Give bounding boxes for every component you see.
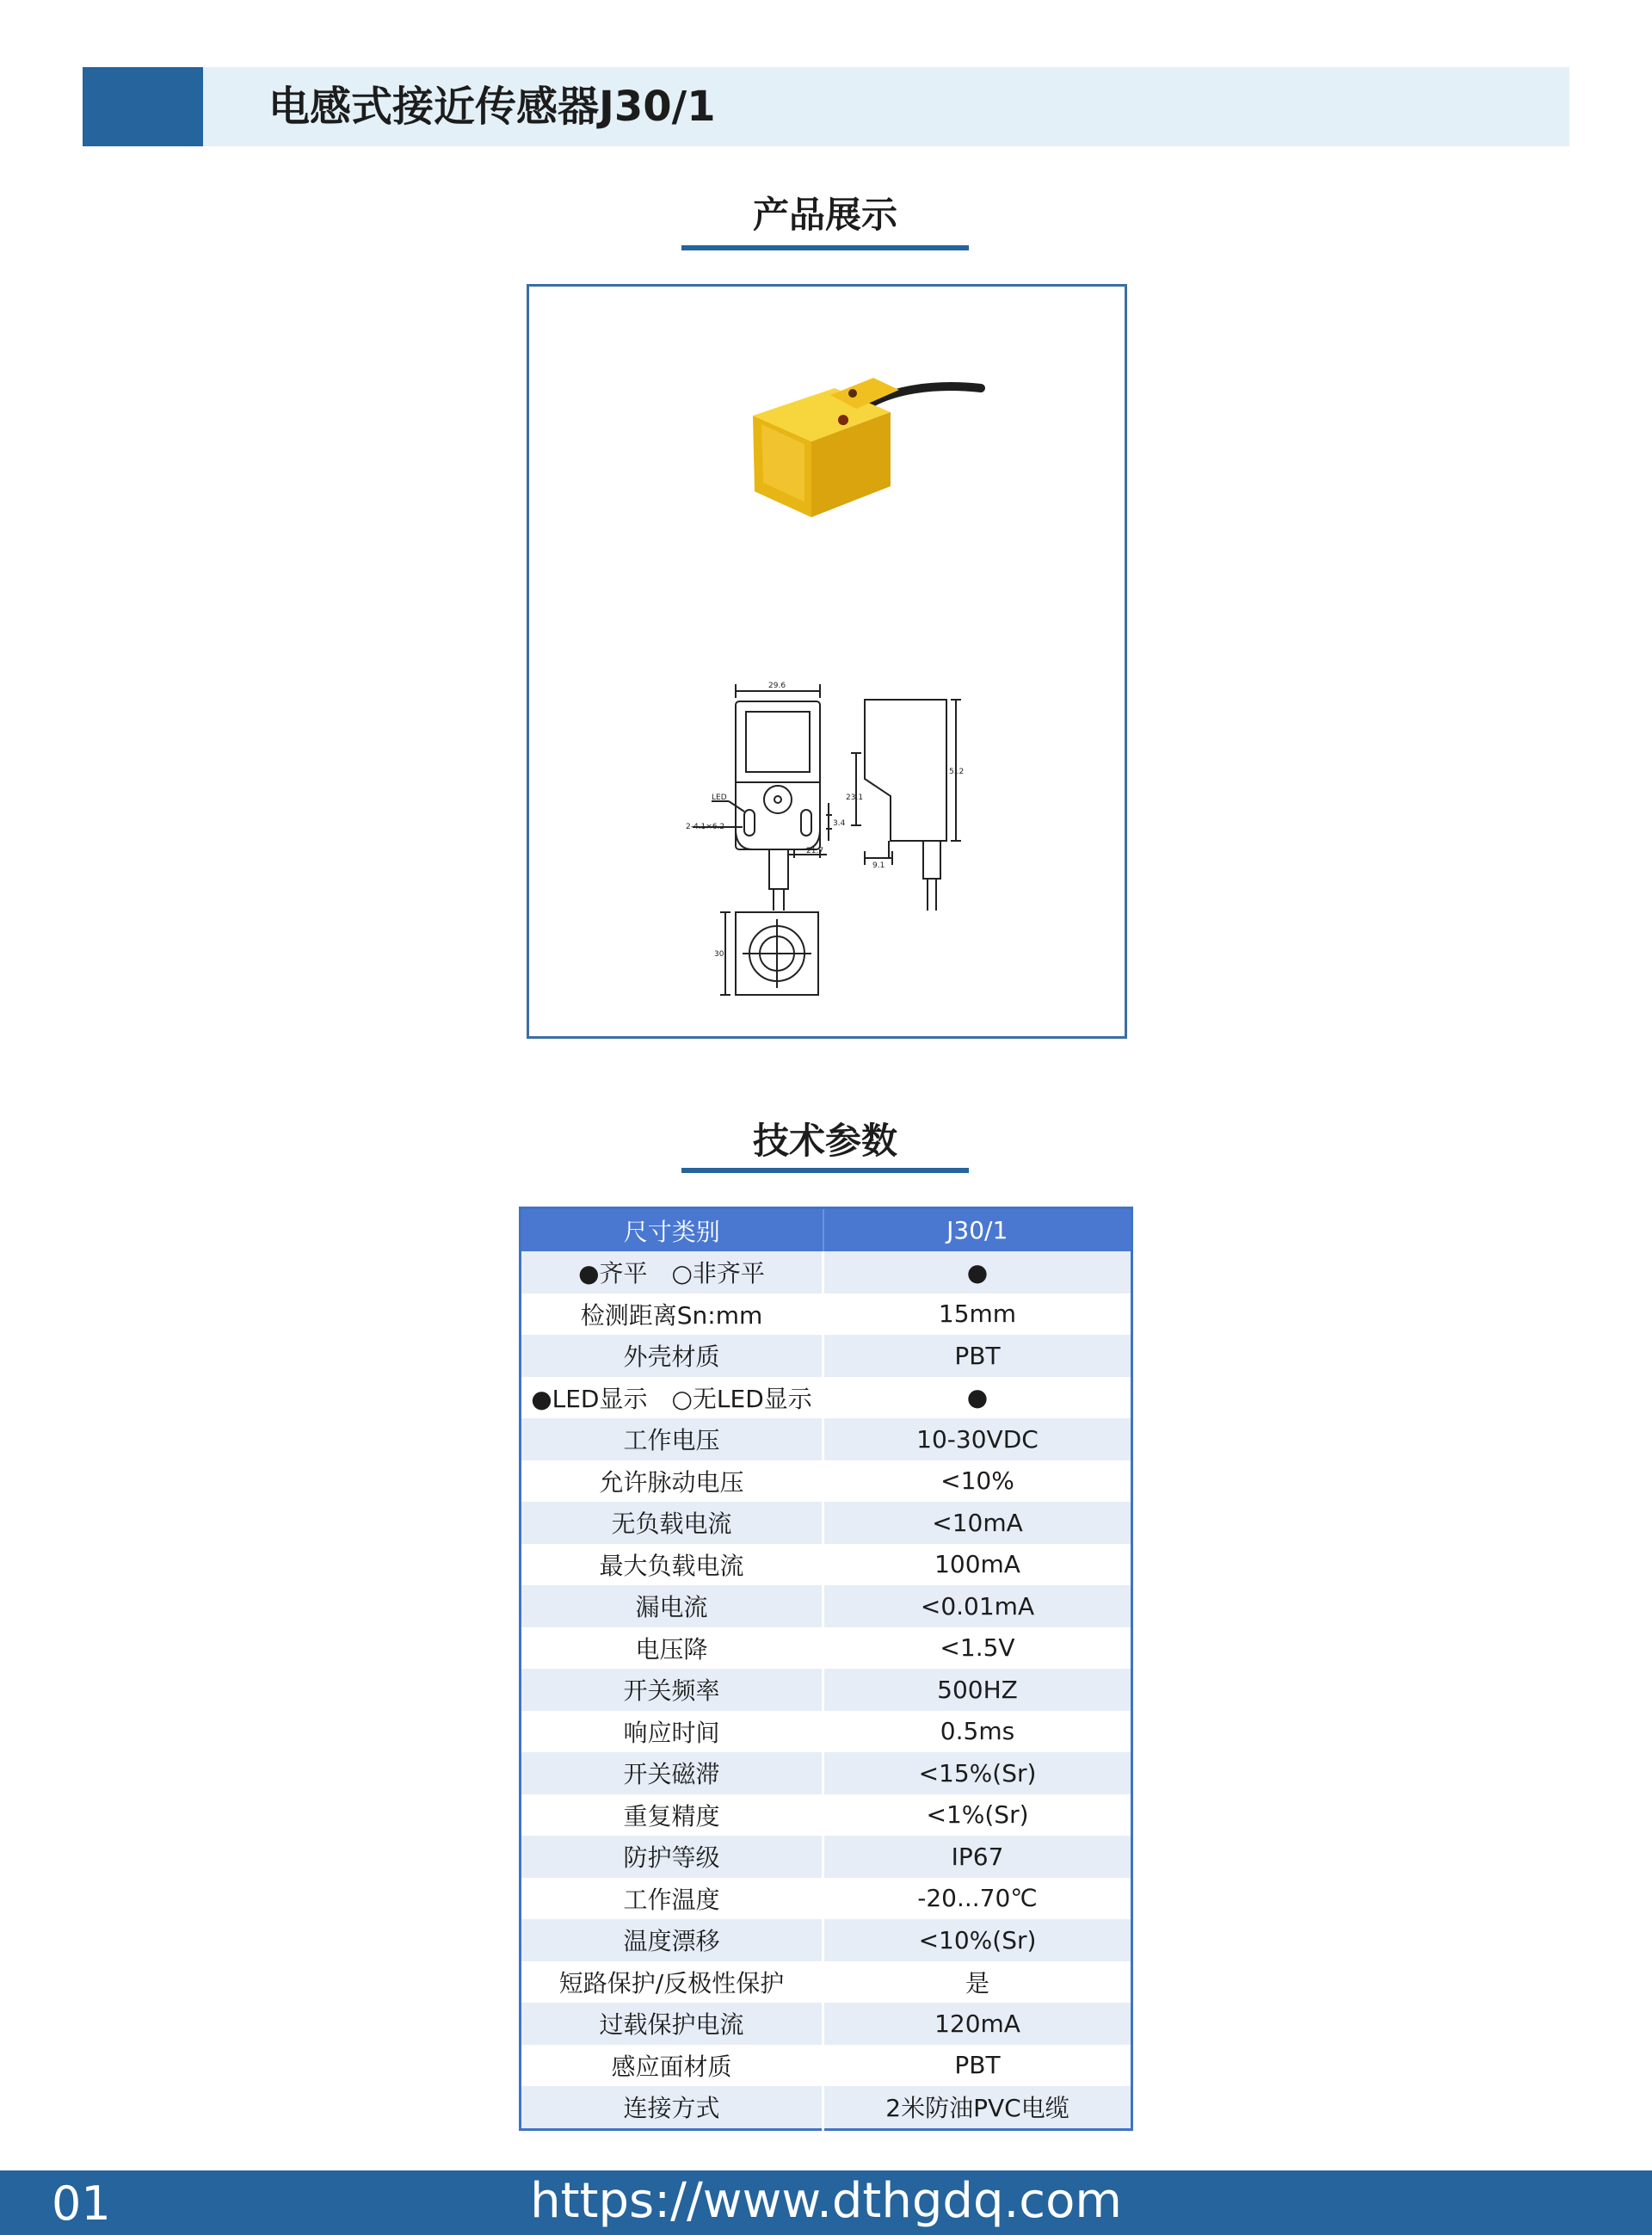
led-label: LED [712,793,727,802]
table-row [521,1961,1132,2003]
table-row [521,1335,1132,1377]
param-name-cell: 开关频率 [521,1669,823,1711]
table-row [521,2086,1132,2129]
param-name-cell: 无负载电流 [521,1502,823,1544]
dim-bottom: 21.7 [806,847,824,855]
dim-face: 30 [714,950,724,959]
header-accent-block [83,67,203,146]
param-name-cell: 外壳材质 [521,1335,823,1377]
table-row [521,1919,1132,1961]
param-value-cell: <10mA [823,1502,1132,1544]
table-row [521,1502,1132,1544]
param-name-cell: 工作温度 [521,1878,823,1920]
table-row [521,1293,1132,1336]
param-name-cell: 漏电流 [521,1585,823,1627]
table-body [521,1251,1132,2129]
param-name-cell: 工作电压 [521,1418,823,1460]
param-name-cell: 连接方式 [521,2086,823,2129]
param-value-cell: 500HZ [823,1669,1132,1711]
footer-url[interactable]: https://www.dthgdq.com [530,2173,1122,2229]
dim-left: 23.1 [846,793,864,802]
table-header-cell: J30/1 [823,1208,1132,1252]
table-row [521,1544,1132,1586]
table-row [521,1418,1132,1460]
param-value-cell: 2米防油PVC电缆 [823,2086,1132,2129]
param-name-cell: 最大负载电流 [521,1544,823,1586]
param-value-cell: IP67 [823,1836,1132,1878]
param-value-cell: -20...70℃ [823,1878,1132,1920]
product-frame [527,284,1127,1039]
param-value-cell: <1%(Sr) [823,1794,1132,1837]
dim-width: 29.6 [768,682,786,690]
param-value-cell: 是 [823,1961,1132,2003]
section-title-specs: 技术参数 [752,1120,897,1162]
page-number: 01 [52,2176,111,2231]
param-name-cell: 响应时间 [521,1711,823,1753]
param-value-cell: ● [823,1377,1132,1419]
section-underline-specs [681,1168,969,1173]
param-value-cell: 120mA [823,2003,1132,2045]
param-value-cell: <0.01mA [823,1585,1132,1627]
param-name-cell: 感应面材质 [521,2045,823,2087]
table-row [521,1585,1132,1627]
section-title-product: 产品展示 [752,194,897,236]
table-header-cell: 尺寸类别 [521,1208,823,1252]
param-name-cell: 重复精度 [521,1794,823,1837]
param-value-cell: <10%(Sr) [823,1919,1132,1961]
param-name-cell: ●LED显示 ○无LED显示 [521,1377,823,1419]
table-row [521,1377,1132,1419]
table-row [521,1752,1132,1794]
dim-small: 3.4 [833,819,846,828]
spec-table [519,1207,1133,2131]
param-value-cell: PBT [823,1335,1132,1377]
dim-height: 5..2 [949,768,965,776]
param-value-cell: 15mm [823,1293,1132,1336]
param-name-cell: ●齐平 ○非齐平 [521,1251,823,1293]
param-value-cell: ● [823,1251,1132,1293]
table-row [521,1836,1132,1878]
table-row [521,1251,1132,1293]
param-value-cell: 10-30VDC [823,1418,1132,1460]
param-name-cell: 短路保护/反极性保护 [521,1961,823,2003]
param-name-cell: 电压降 [521,1627,823,1670]
param-name-cell: 检测距离Sn:mm [521,1293,823,1336]
product-illustration [529,287,1125,1036]
table-row [521,2003,1132,2045]
table-row [521,1460,1132,1503]
table-header-row [521,1208,1132,1252]
dim-side: 9.1 [872,861,885,870]
table-row [521,1669,1132,1711]
footer-bar [0,2170,1652,2235]
param-name-cell: 过载保护电流 [521,2003,823,2045]
technical-drawing [693,684,961,995]
dim-holes: 2-4.1×6.2 [686,823,725,831]
param-value-cell: PBT [823,2045,1132,2087]
param-value-cell: <1.5V [823,1627,1132,1670]
sensor-photo [753,378,899,517]
param-value-cell: <15%(Sr) [823,1752,1132,1794]
param-name-cell: 温度漂移 [521,1919,823,1961]
table-row [521,2045,1132,2087]
section-underline-product [681,245,969,250]
page-title: 电感式接近传感器J30/1 [268,83,716,131]
table-row [521,1627,1132,1670]
param-name-cell: 允许脉动电压 [521,1460,823,1503]
param-name-cell: 开关磁滞 [521,1752,823,1794]
param-value-cell: <10% [823,1460,1132,1503]
param-name-cell: 防护等级 [521,1836,823,1878]
param-value-cell: 100mA [823,1544,1132,1586]
table-row [521,1878,1132,1920]
table-row [521,1794,1132,1837]
table-row [521,1711,1132,1753]
param-value-cell: 0.5ms [823,1711,1132,1753]
